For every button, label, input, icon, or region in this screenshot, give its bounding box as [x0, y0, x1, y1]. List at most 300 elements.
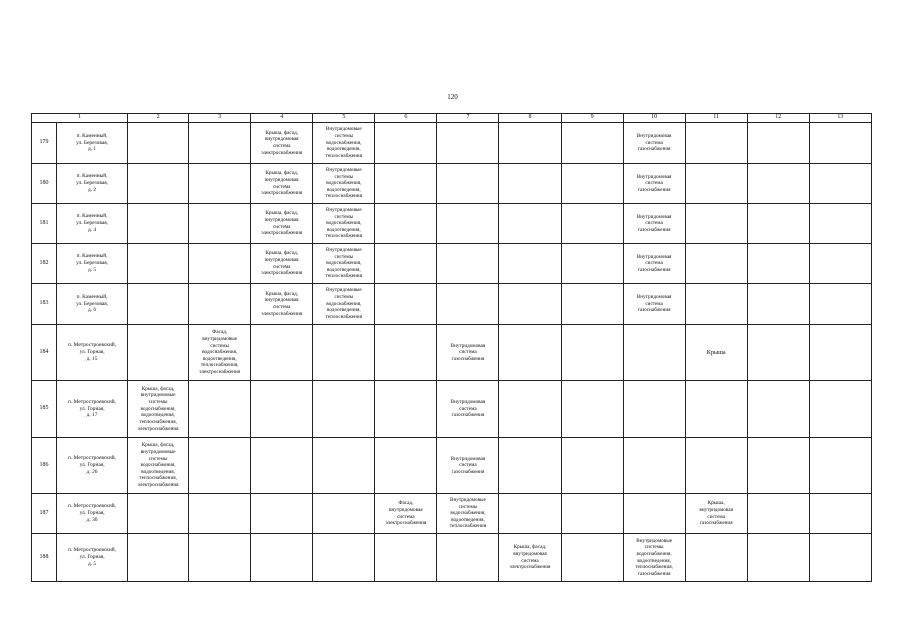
cell-line: ул. Горная,	[79, 510, 105, 517]
cell-line: водоотведения,	[326, 146, 361, 153]
cell-line: внутридомовые	[140, 392, 176, 399]
cell-line: система	[459, 349, 477, 356]
work-cell-col-7	[437, 325, 499, 381]
cell-line: теплоснабжения,	[139, 418, 177, 425]
column-header: 11	[685, 114, 747, 123]
table-row	[32, 204, 872, 244]
cell-line: водоснабжения,	[636, 550, 672, 557]
table-row	[32, 381, 872, 438]
column-header: 7	[437, 114, 499, 123]
work-cell-col-9	[561, 325, 623, 381]
cell-line: ул. Березовая,	[76, 220, 109, 227]
cell-line: системы	[334, 213, 354, 220]
work-cell-col-3	[189, 123, 251, 164]
cell-line: ул. Горная,	[79, 462, 105, 469]
cell-line: системы	[334, 253, 354, 260]
cell-line: Крыша, фасад,	[141, 385, 175, 392]
work-cell-col-10	[623, 494, 685, 534]
cell-line: ул. Горная,	[79, 554, 105, 561]
work-cell-col-2	[128, 284, 189, 325]
column-header: 10	[623, 114, 685, 123]
cell-line: Крыша, фасад,	[513, 544, 547, 551]
address-cell	[57, 164, 128, 204]
cell-line: внутридомовая	[389, 506, 423, 513]
column-header: 12	[747, 114, 809, 123]
work-cell-col-12	[747, 325, 809, 381]
work-cell-col-13	[809, 381, 871, 438]
work-cell-col-6	[375, 244, 437, 284]
row-number: 184	[32, 325, 57, 381]
cell-line: система	[459, 462, 477, 469]
cell-line: системы	[458, 503, 478, 510]
cell-line: д. 5	[87, 266, 97, 273]
column-header: 8	[499, 114, 561, 123]
work-cell-col-4	[251, 164, 313, 204]
cell-line: п. Каменный,	[76, 132, 108, 139]
work-cell-col-4	[251, 204, 313, 244]
address-cell	[57, 204, 128, 244]
cell-line: водоотведения,	[141, 412, 175, 419]
cell-line: система	[645, 260, 663, 267]
work-cell-col-7	[437, 381, 499, 438]
work-cell-col-8	[499, 438, 561, 494]
cell-line: газоснабжения	[637, 146, 671, 153]
work-cell-col-5	[313, 534, 375, 582]
work-cell-col-10	[623, 244, 685, 284]
cell-line: д. 2	[87, 186, 97, 193]
row-number: 179	[32, 123, 57, 164]
work-cell-col-6	[375, 381, 437, 438]
work-cell-col-6	[375, 164, 437, 204]
address-cell	[57, 381, 128, 438]
cell-line: водоотведения,	[141, 468, 175, 475]
cell-line: электроснабжения	[261, 190, 303, 197]
cell-line: теплоснабжения	[325, 193, 362, 200]
work-cell-col-9	[561, 244, 623, 284]
cell-line: Крыша, фасад,	[141, 442, 175, 449]
page-number: 120	[447, 93, 458, 101]
cell-line: система	[272, 223, 291, 230]
work-cell-col-13	[809, 438, 871, 494]
work-cell-col-13	[809, 494, 871, 534]
cell-line: теплоснабжения,	[635, 564, 673, 571]
work-cell-col-2	[128, 244, 189, 284]
cell-line: водоснабжения,	[326, 260, 362, 267]
table-row	[32, 164, 872, 204]
work-cell-col-3	[189, 534, 251, 582]
cell-line: Крыша	[706, 348, 726, 356]
work-cell-col-12	[747, 244, 809, 284]
cell-line: Крыша, фасад,	[265, 250, 299, 257]
column-header: 9	[561, 114, 623, 123]
work-cell-col-10	[623, 123, 685, 164]
cell-line: п. Каменный,	[76, 253, 108, 260]
cell-line: электроснабжения	[261, 149, 303, 156]
cell-line: система	[707, 513, 725, 520]
cell-line: Крыша, фасад,	[265, 170, 299, 177]
cell-line: электроснабжения	[261, 270, 303, 277]
cell-line: ул. Березовая,	[76, 260, 109, 267]
cell-line: теплоснабжения	[325, 273, 362, 280]
work-cell-col-7	[437, 123, 499, 164]
row-number: 187	[32, 494, 57, 534]
work-cell-col-3	[189, 284, 251, 325]
work-cell-col-11	[685, 325, 747, 381]
cell-line: Внутридомовая	[636, 253, 672, 260]
cell-line: газоснабжения	[699, 520, 733, 527]
cell-line: водоотведения,	[326, 307, 361, 314]
column-header: 2	[128, 114, 189, 123]
work-cell-col-10	[623, 381, 685, 438]
work-cell-col-13	[809, 123, 871, 164]
cell-line: водоснабжения,	[202, 349, 238, 356]
work-cell-col-13	[809, 204, 871, 244]
work-cell-col-8	[499, 534, 561, 582]
work-cell-col-12	[747, 438, 809, 494]
work-cell-col-6	[375, 284, 437, 325]
cell-line: системы	[644, 544, 664, 551]
cell-line: д. 4	[87, 226, 97, 233]
cell-line: п. Метростроевский,	[68, 455, 117, 462]
cell-line: Крыша, фасад,	[265, 290, 299, 297]
work-cell-col-3	[189, 381, 251, 438]
cell-line: система	[645, 180, 663, 187]
cell-line: системы	[148, 455, 168, 462]
cell-line: электроснабжения	[261, 230, 303, 237]
cell-line: теплоснабжения	[325, 313, 362, 320]
cell-line: водоснабжения,	[326, 220, 362, 227]
work-cell-col-12	[747, 164, 809, 204]
cell-line: Внутридомовые	[325, 246, 362, 253]
column-header: 4	[251, 114, 313, 123]
cell-line: Крыша, фасад,	[265, 129, 299, 136]
work-cell-col-13	[809, 164, 871, 204]
work-cell-col-6	[375, 494, 437, 534]
work-cell-col-4	[251, 123, 313, 164]
work-cell-col-13	[809, 284, 871, 325]
cell-line: система	[459, 405, 477, 412]
table-row	[32, 123, 872, 164]
work-cell-col-8	[499, 164, 561, 204]
work-cell-col-7	[437, 164, 499, 204]
header-row	[32, 114, 872, 123]
work-cell-col-5	[313, 204, 375, 244]
table-row	[32, 244, 872, 284]
cell-line: Фасад,	[212, 329, 228, 336]
work-cell-col-5	[313, 244, 375, 284]
work-cell-col-3	[189, 164, 251, 204]
cell-line: внутридомовая	[264, 216, 299, 223]
work-cell-col-7	[437, 244, 499, 284]
row-number: 188	[32, 534, 57, 582]
cell-line: п. Каменный,	[76, 213, 108, 220]
column-header: 5	[313, 114, 375, 123]
cell-line: п. Метростроевский,	[68, 398, 117, 405]
work-cell-col-10	[623, 284, 685, 325]
cell-line: электроснабжения	[261, 310, 303, 317]
work-cell-col-3	[189, 325, 251, 381]
row-number: 182	[32, 244, 57, 284]
cell-line: система	[645, 139, 663, 146]
work-cell-col-9	[561, 381, 623, 438]
work-cell-col-8	[499, 123, 561, 164]
work-cell-col-12	[747, 204, 809, 244]
cell-line: внутридомовая	[699, 506, 733, 513]
work-cell-col-10	[623, 325, 685, 381]
address-cell	[57, 438, 128, 494]
work-cell-col-9	[561, 164, 623, 204]
cell-line: газоснабжения	[637, 570, 671, 577]
cell-line: электроснабжения	[199, 369, 241, 376]
cell-line: газоснабжения	[451, 468, 485, 475]
cell-line: газоснабжения	[637, 307, 671, 314]
table-row	[32, 438, 872, 494]
work-cell-col-9	[561, 123, 623, 164]
address-cell	[57, 534, 128, 582]
cell-line: Крыша,	[707, 500, 725, 507]
cell-line: водоотведения,	[451, 516, 485, 523]
work-cell-col-10	[623, 438, 685, 494]
address-cell	[57, 284, 128, 325]
cell-line: внутридомовая	[264, 256, 299, 263]
work-cell-col-6	[375, 438, 437, 494]
cell-line: система	[272, 143, 291, 149]
cell-line: д. 30	[86, 516, 98, 523]
work-cell-col-8	[499, 244, 561, 284]
cell-line: водоснабжения,	[450, 510, 486, 517]
work-cell-col-9	[561, 438, 623, 494]
table-row	[32, 494, 872, 534]
work-cell-col-11	[685, 123, 747, 164]
cell-line: ул. Березовая,	[76, 180, 109, 187]
table-row	[32, 534, 872, 582]
work-cell-col-11	[685, 164, 747, 204]
work-cell-col-10	[623, 164, 685, 204]
cell-line: водоснабжения,	[140, 462, 176, 469]
cell-line: Внутридомовая	[636, 294, 672, 301]
address-cell	[57, 123, 128, 164]
cell-line: системы	[334, 294, 354, 301]
work-cell-col-13	[809, 534, 871, 582]
address-cell	[57, 325, 128, 381]
cell-line: Внутридомовые	[325, 166, 362, 173]
work-cell-col-11	[685, 244, 747, 284]
address-cell	[57, 494, 128, 534]
cell-line: внутридомовая	[264, 297, 299, 304]
cell-line: Крыша, фасад,	[265, 210, 299, 217]
work-cell-col-4	[251, 438, 313, 494]
cell-line: п. Метростроевский,	[68, 503, 117, 510]
work-cell-col-8	[499, 325, 561, 381]
cell-line: теплоснабжения	[325, 233, 362, 240]
cell-line: система	[272, 304, 291, 310]
cell-line: система	[521, 557, 539, 564]
work-cell-col-3	[189, 438, 251, 494]
cell-line: система	[397, 513, 415, 520]
work-cell-col-8	[499, 381, 561, 438]
work-cell-col-11	[685, 494, 747, 534]
cell-line: Внутридомовые	[325, 206, 362, 213]
work-cell-col-5	[313, 325, 375, 381]
cell-line: система	[272, 183, 291, 190]
cell-line: водоснабжения,	[326, 180, 362, 187]
cell-line: внутридомовые	[140, 448, 176, 455]
work-cell-col-11	[685, 381, 747, 438]
work-cell-col-3	[189, 204, 251, 244]
work-cell-col-5	[313, 494, 375, 534]
cell-line: электроснабжения	[137, 482, 179, 489]
work-cell-col-13	[809, 325, 871, 381]
work-cell-col-11	[685, 284, 747, 325]
cell-line: системы	[334, 173, 354, 180]
cell-line: п. Каменный,	[76, 173, 108, 180]
work-cell-col-7	[437, 494, 499, 534]
cell-line: Внутридомовые	[450, 496, 486, 503]
work-cell-col-10	[623, 534, 685, 582]
cell-line: д. 6	[87, 307, 97, 314]
work-cell-col-7	[437, 284, 499, 325]
work-cell-col-9	[561, 534, 623, 582]
work-cell-col-6	[375, 123, 437, 164]
cell-line: Внутридомовая	[450, 342, 486, 349]
cell-line: электроснабжения	[509, 564, 551, 571]
cell-line: водоснабжения,	[326, 300, 362, 307]
work-cell-col-2	[128, 123, 189, 164]
works-schedule-table	[31, 113, 872, 582]
cell-line: водоотведения,	[326, 226, 361, 233]
work-cell-col-5	[313, 284, 375, 325]
cell-line: внутридомовая	[264, 176, 299, 183]
work-cell-col-9	[561, 204, 623, 244]
work-cell-col-2	[128, 534, 189, 582]
work-cell-col-9	[561, 494, 623, 534]
cell-line: д. 5	[87, 560, 97, 567]
cell-line: водоотведения,	[326, 186, 361, 193]
cell-line: Внутридомовые	[636, 537, 673, 544]
work-cell-col-11	[685, 438, 747, 494]
cell-line: водоотведения,	[637, 557, 671, 564]
work-cell-col-12	[747, 123, 809, 164]
column-header: 1	[32, 114, 128, 123]
work-cell-col-8	[499, 494, 561, 534]
row-number: 181	[32, 204, 57, 244]
cell-line: электроснабжения	[385, 520, 427, 527]
cell-line: газоснабжения	[637, 186, 671, 193]
work-cell-col-8	[499, 204, 561, 244]
work-cell-col-12	[747, 284, 809, 325]
cell-line: ул. Березовая,	[76, 300, 109, 307]
column-header: 13	[809, 114, 871, 123]
cell-line: Внутридомовая	[450, 455, 486, 462]
cell-line: ул. Горная,	[79, 405, 105, 412]
cell-line: внутридомовая	[264, 136, 299, 143]
cell-line: д. 17	[86, 412, 98, 419]
work-cell-col-11	[685, 534, 747, 582]
cell-line: внутридомовая	[513, 550, 547, 557]
cell-line: теплоснабжения	[449, 523, 487, 530]
row-number: 186	[32, 438, 57, 494]
work-cell-col-7	[437, 534, 499, 582]
work-cell-col-2	[128, 438, 189, 494]
cell-line: Внутридомовые	[325, 126, 362, 133]
table-row	[32, 325, 872, 381]
cell-line: водоотведения,	[326, 266, 361, 273]
work-cell-col-5	[313, 164, 375, 204]
row-number: 180	[32, 164, 57, 204]
work-cell-col-9	[561, 284, 623, 325]
work-cell-col-5	[313, 123, 375, 164]
work-cell-col-11	[685, 204, 747, 244]
work-cell-col-5	[313, 438, 375, 494]
work-cell-col-4	[251, 325, 313, 381]
work-cell-col-2	[128, 381, 189, 438]
cell-line: д. 26	[86, 468, 98, 475]
cell-line: теплоснабжения,	[139, 475, 177, 482]
work-cell-col-6	[375, 534, 437, 582]
work-cell-col-12	[747, 381, 809, 438]
cell-line: газоснабжения	[451, 355, 485, 362]
cell-line: д. 15	[86, 355, 98, 362]
cell-line: Внутридомовая	[636, 173, 672, 180]
work-cell-col-8	[499, 284, 561, 325]
work-cell-col-6	[375, 325, 437, 381]
cell-line: Внутридомовая	[450, 399, 486, 406]
cell-line: система	[645, 300, 663, 307]
cell-line: электроснабжения	[137, 425, 179, 432]
cell-line: водоотведения,	[202, 355, 237, 362]
cell-line: п. Метростроевский,	[68, 547, 117, 554]
row-number: 183	[32, 284, 57, 325]
cell-line: система	[645, 220, 663, 227]
cell-line: система	[272, 263, 291, 270]
work-cell-col-10	[623, 204, 685, 244]
cell-line: п. Каменный,	[76, 293, 108, 300]
cell-line: п. Метростроевский,	[68, 342, 117, 349]
work-cell-col-3	[189, 244, 251, 284]
cell-line: системы	[334, 133, 354, 140]
column-header: 3	[189, 114, 251, 123]
cell-line: ул. Горная,	[79, 349, 105, 356]
work-cell-col-2	[128, 325, 189, 381]
work-cell-col-2	[128, 204, 189, 244]
address-cell	[57, 244, 128, 284]
work-cell-col-3	[189, 494, 251, 534]
cell-line: газоснабжения	[637, 266, 671, 273]
work-cell-col-12	[747, 494, 809, 534]
cell-line: водоснабжения,	[140, 405, 176, 412]
cell-line: газоснабжения	[451, 412, 485, 419]
cell-line: Внутридомовые	[325, 287, 362, 294]
table-row	[32, 284, 872, 325]
work-cell-col-13	[809, 244, 871, 284]
cell-line: системы	[210, 342, 230, 349]
cell-line: д. 1	[87, 146, 97, 153]
cell-line: внутридомовые	[202, 335, 238, 342]
work-cell-col-4	[251, 494, 313, 534]
work-cell-col-4	[251, 534, 313, 582]
work-cell-col-4	[251, 284, 313, 325]
work-cell-col-7	[437, 204, 499, 244]
column-header: 6	[375, 114, 437, 123]
work-cell-col-6	[375, 204, 437, 244]
work-cell-col-12	[747, 534, 809, 582]
cell-line: системы	[148, 399, 168, 406]
work-cell-col-2	[128, 494, 189, 534]
work-cell-col-5	[313, 381, 375, 438]
work-cell-col-4	[251, 244, 313, 284]
work-cell-col-4	[251, 381, 313, 438]
work-cell-col-7	[437, 438, 499, 494]
